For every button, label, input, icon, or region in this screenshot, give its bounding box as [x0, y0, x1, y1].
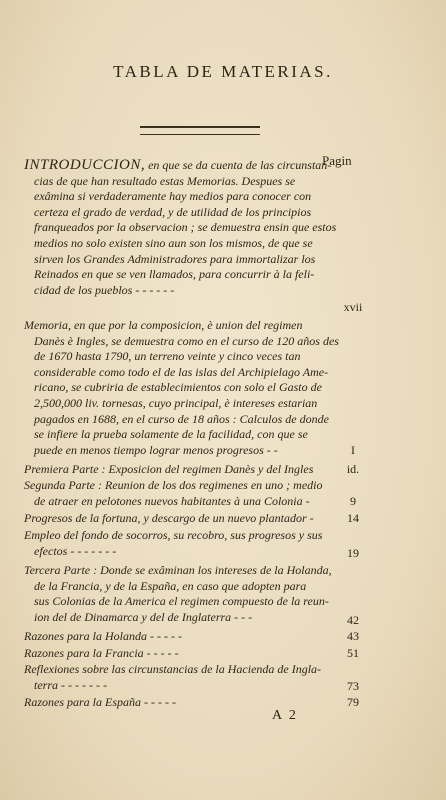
- toc-line: puede en menos tiempo lograr menos progresos - -: [34, 442, 278, 457]
- page-column-label: Pagin: [322, 153, 352, 168]
- toc-entry-memoria: [24, 318, 344, 458]
- toc-line: Razones para la Holanda - - - - -: [24, 629, 182, 643]
- toc-line: Reflexiones sobre las circunstancias de la Hacienda de Ingla-: [24, 662, 322, 676]
- toc-line: certeza el grado de verdad, y de utilidad de los principios: [34, 204, 312, 219]
- toc-entry-reflexiones: [24, 662, 344, 693]
- toc-line: terra - - - - - - -: [34, 677, 107, 692]
- page-number: 51: [347, 646, 359, 660]
- page-number: id.: [346, 462, 360, 476]
- page-number: 19: [347, 546, 359, 560]
- entry-lead: INTRODUCCION,: [24, 158, 146, 173]
- toc-line: Empleo del fondo de socorros, su recobro, sus progresos y sus: [24, 528, 323, 542]
- toc-line: Reinados en que se ven llamados, para concurrir à la feli-: [34, 267, 315, 282]
- page-number: xvii: [343, 300, 363, 314]
- page-title: TABLA DE MATERIAS.: [113, 62, 333, 81]
- toc-line: cias de que han resultado estas Memorias. Despues se: [34, 173, 296, 188]
- toc-entry-holanda: [24, 629, 344, 645]
- toc-line: INTRODUCCION, en que se da cuenta de las circunstan-: [24, 158, 332, 173]
- toc-line: ricano, se cubriria de establecimientos con solo el Gasto de: [34, 380, 322, 395]
- toc-line: Tercera Parte : Donde se exâminan los intereses de la Holanda,: [24, 563, 332, 577]
- toc-line: Memoria, en que por la composicion, è union del regimen: [24, 318, 303, 332]
- toc-entry-tercera-parte: [24, 563, 344, 625]
- toc-line: Progresos de la fortuna, y descargo de un nuevo plantador -: [24, 511, 314, 525]
- toc-line: de la Francia, y de la España, en caso que adopten para: [34, 578, 307, 593]
- toc-line: Razones para la España - - - - -: [24, 695, 176, 709]
- page-number: 43: [347, 629, 359, 643]
- toc-line: Premiera Parte : Exposicion del regimen Danès y del Ingles: [24, 462, 314, 476]
- toc-line: Razones para la Francia - - - - -: [24, 646, 179, 660]
- toc-line: efectos - - - - - - -: [34, 543, 117, 558]
- toc-line: Segunda Parte : Reunion de los dos regimenes en uno ; medio: [24, 478, 323, 492]
- page-number: 79: [347, 695, 359, 709]
- page-number: 73: [347, 679, 359, 693]
- page-number: 14: [347, 511, 359, 525]
- toc-line: de 1670 hasta 1790, un terreno veinte y cinco veces tan: [34, 349, 301, 364]
- toc-line: sus Colonias de la America el regimen compuesto de la reun-: [34, 594, 329, 609]
- toc-line: pagados en 1688, en el curso de 18 años : Calculos de donde: [34, 411, 329, 426]
- page-number: 9: [350, 494, 356, 508]
- toc-line: franqueados por la observacion ; se demuestra ensin que estos: [34, 220, 337, 235]
- toc-line: medios no solo existen sino aun son los mismos, de que se: [34, 235, 313, 250]
- toc-entry-progresos: [24, 511, 344, 527]
- page-number: I: [351, 443, 355, 457]
- toc-line: sirven los Grandes Administradores para immortalizar los: [34, 251, 316, 266]
- toc-entry-segunda-parte: [24, 478, 344, 509]
- signature-mark: A 2: [272, 708, 298, 723]
- toc-entry-introduccion: [24, 158, 344, 298]
- title-rule: [140, 126, 260, 135]
- toc-entry-premiera-parte: [24, 462, 344, 478]
- toc-line: exâmina si verdaderamente hay medios para conocer con: [34, 189, 312, 204]
- toc-line: 2,500,000 liv. tornesas, cuyo principal, è intereses estarian: [34, 395, 318, 410]
- toc-line: Danès è Ingles, se demuestra como en el curso de 120 años des: [34, 333, 339, 348]
- toc-entry-empleo: [24, 528, 344, 559]
- toc-line: de atraer en pelotones nuevos habitantes à una Colonia -: [34, 493, 310, 508]
- toc-line: se infiere la prueba solamente de la facilidad, con que se: [34, 427, 308, 442]
- toc-line: cidad de los pueblos - - - - - -: [34, 282, 175, 297]
- page-number: 42: [347, 613, 359, 627]
- toc-line: considerable como todo el de las islas del Archipielago Ame-: [34, 364, 329, 379]
- toc-entry-francia: [24, 646, 344, 662]
- toc-line: ion del de Dinamarca y del de Inglaterra - - -: [34, 609, 253, 624]
